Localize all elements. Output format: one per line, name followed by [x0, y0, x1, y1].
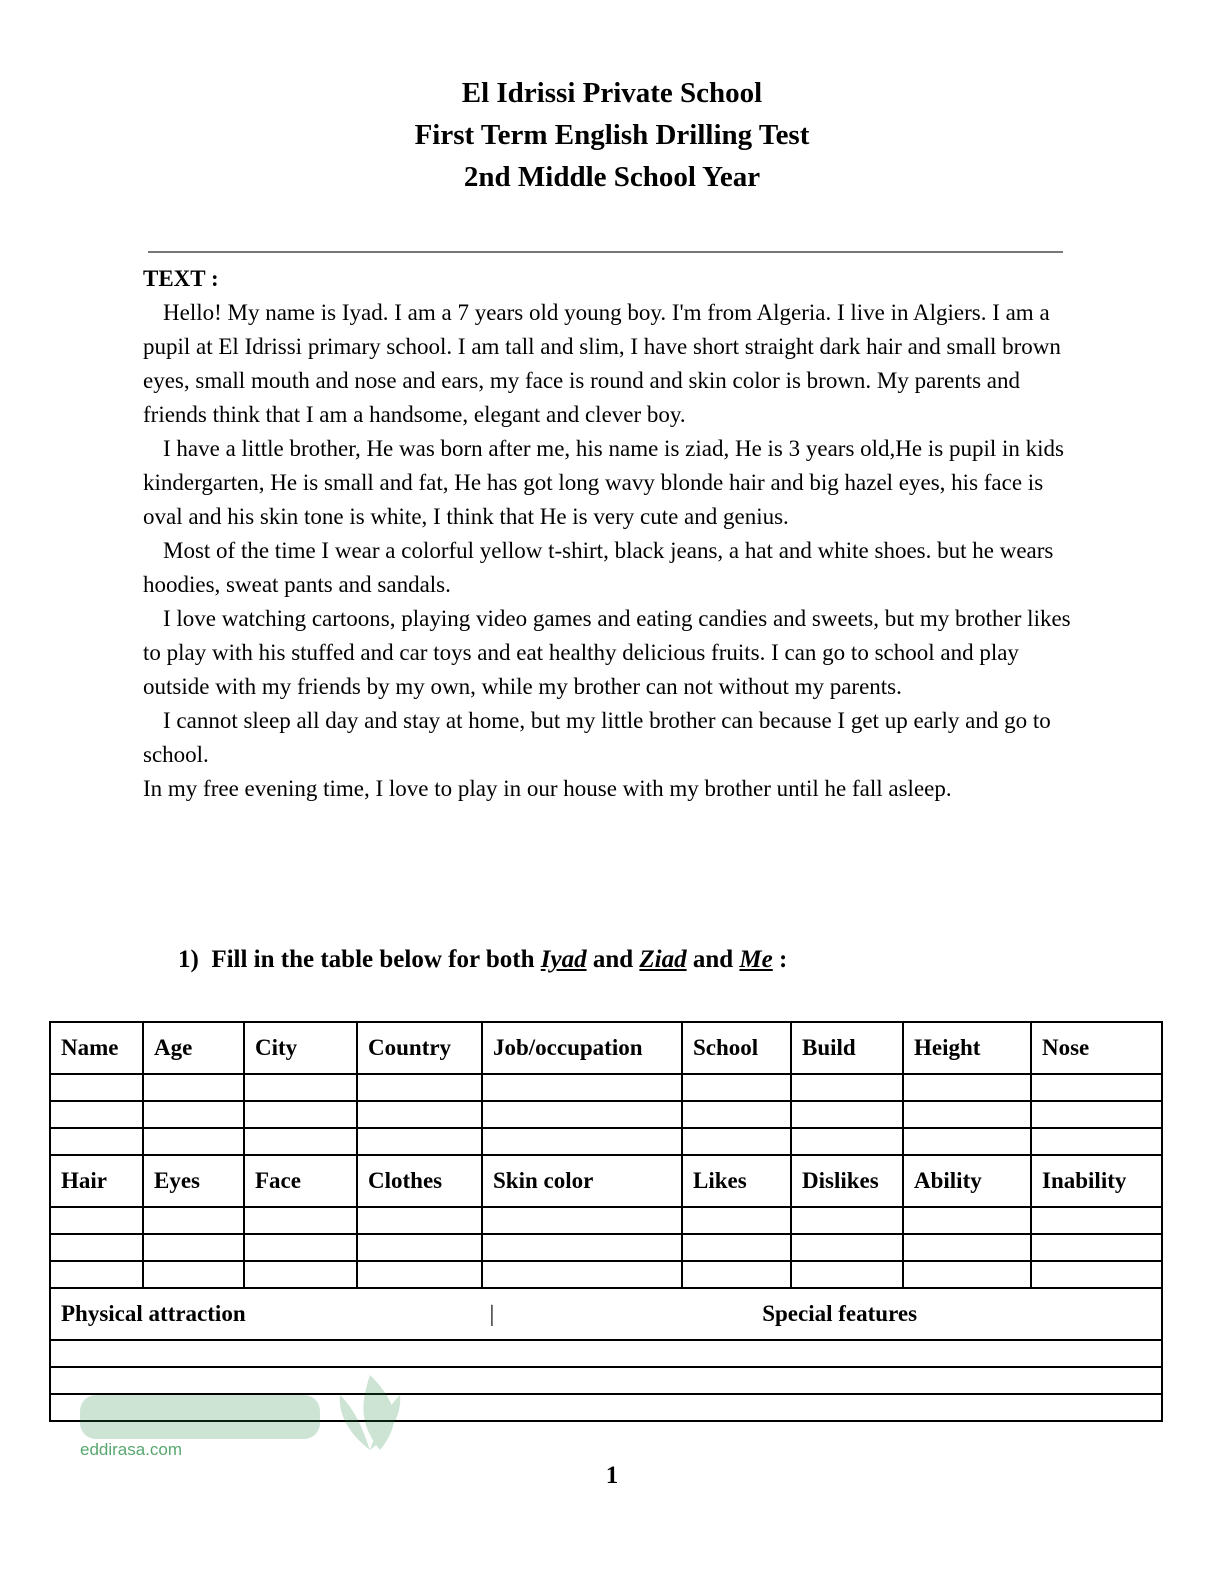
answer-cell[interactable] [682, 1101, 791, 1128]
answer-cell[interactable] [50, 1234, 143, 1261]
answer-cell[interactable] [1031, 1128, 1162, 1155]
answer-cell[interactable] [682, 1074, 791, 1101]
table-row [50, 1207, 1162, 1234]
answer-cell[interactable] [1031, 1261, 1162, 1288]
answer-cell[interactable] [1031, 1207, 1162, 1234]
table-header-row-physical [50, 1288, 1162, 1340]
answer-cell[interactable] [244, 1101, 357, 1128]
answer-cell[interactable] [50, 1074, 143, 1101]
text-paragraph: Hello! My name is Iyad. I am a 7 years old young boy. I'm from Algeria. I live in Algiers. I am a pupil at El Idrissi primary school. I am tall and slim, I have short straight dark hair and small brown eyes, small mouth and nose and ears, my face is round and skin color is brown. My parents and friends think that I am a handsome, elegant and clever boy. [143, 300, 1061, 427]
answer-cell[interactable] [791, 1074, 903, 1101]
text-paragraph: Most of the time I wear a colorful yellow t-shirt, black jeans, a hat and white shoes. but he wears hoodies, sweat pants and sandals. [143, 538, 1054, 597]
answer-cell[interactable] [143, 1261, 244, 1288]
reading-text [143, 262, 1073, 806]
text-paragraph: In my free evening time, I love to play in our house with my brother until he fall asleep. [143, 776, 952, 801]
answer-cell[interactable] [682, 1234, 791, 1261]
answer-cell[interactable] [791, 1261, 903, 1288]
answer-cell[interactable] [482, 1234, 682, 1261]
header-cell-face: Face [244, 1155, 357, 1207]
question-suffix: : [779, 946, 788, 973]
answer-cell[interactable] [482, 1128, 682, 1155]
header-divider [148, 251, 1063, 253]
table-row [50, 1261, 1162, 1288]
header-cell-country: Country [357, 1022, 482, 1074]
answer-cell[interactable] [482, 1074, 682, 1101]
answer-cell[interactable] [682, 1261, 791, 1288]
header-cell-likes: Likes [682, 1155, 791, 1207]
answer-cell[interactable] [482, 1101, 682, 1128]
header-cell-build: Build [791, 1022, 903, 1074]
text-heading: TEXT : [143, 266, 219, 291]
answer-cell[interactable] [357, 1207, 482, 1234]
header-cell-hair: Hair [50, 1155, 143, 1207]
text-paragraph: I love watching cartoons, playing video games and eating candies and sweets, but my brother likes to play with his stuffed and car toys and eat healthy delicious fruits. I can go to school and play outside with my friends by my own, while my brother can not without my parents. [143, 606, 1071, 699]
answer-cell[interactable] [50, 1128, 143, 1155]
answer-cell[interactable] [682, 1207, 791, 1234]
question-name-iyad: Iyad [540, 946, 587, 973]
answer-cell[interactable] [903, 1101, 1031, 1128]
question-name-ziad: Ziad [639, 946, 687, 973]
answer-cell[interactable] [143, 1101, 244, 1128]
header-cell-dislikes: Dislikes [791, 1155, 903, 1207]
table-row [50, 1340, 1162, 1367]
header-cell-job: Job/occupation [482, 1022, 682, 1074]
question-name-me: Me [739, 946, 773, 973]
column-separator: | [489, 1301, 495, 1326]
question-1 [178, 946, 787, 974]
answer-cell[interactable] [50, 1340, 1162, 1367]
table-row [50, 1101, 1162, 1128]
school-name: El Idrissi Private School [461, 77, 763, 109]
header-cell-skin-color: Skin color [482, 1155, 682, 1207]
answer-cell[interactable] [50, 1261, 143, 1288]
answer-cell[interactable] [50, 1101, 143, 1128]
answer-cell[interactable] [482, 1207, 682, 1234]
answer-cell[interactable] [143, 1128, 244, 1155]
header-cell-city: City [244, 1022, 357, 1074]
header-cell-ability: Ability [903, 1155, 1031, 1207]
answer-cell[interactable] [791, 1207, 903, 1234]
answer-cell[interactable] [357, 1074, 482, 1101]
answer-cell[interactable] [50, 1207, 143, 1234]
question-prefix: Fill in the table below for both [211, 946, 535, 973]
physical-features-header [50, 1288, 1162, 1340]
answer-cell[interactable] [791, 1101, 903, 1128]
answer-cell[interactable] [244, 1207, 357, 1234]
table-header-row [50, 1155, 1162, 1207]
answer-cell[interactable] [50, 1367, 1162, 1394]
question-and: and [692, 946, 734, 973]
watermark-url: eddirasa.com [80, 1440, 183, 1459]
answer-cell[interactable] [903, 1128, 1031, 1155]
document-header [0, 72, 1224, 198]
table-header-row [50, 1022, 1162, 1074]
answer-cell[interactable] [244, 1074, 357, 1101]
answer-cell[interactable] [903, 1074, 1031, 1101]
answer-cell[interactable] [357, 1261, 482, 1288]
answer-cell[interactable] [357, 1128, 482, 1155]
table-row [50, 1367, 1162, 1394]
test-title: First Term English Drilling Test [414, 119, 810, 151]
answer-cell[interactable] [357, 1234, 482, 1261]
header-cell-height: Height [903, 1022, 1031, 1074]
table-row [50, 1074, 1162, 1101]
school-year: 2nd Middle School Year [463, 161, 761, 193]
physical-attraction-label: Physical attraction [61, 1301, 246, 1326]
answer-cell[interactable] [143, 1207, 244, 1234]
answer-cell[interactable] [1031, 1234, 1162, 1261]
answer-cell[interactable] [682, 1128, 791, 1155]
answer-cell[interactable] [1031, 1101, 1162, 1128]
answer-cell[interactable] [244, 1261, 357, 1288]
header-cell-nose: Nose [1031, 1022, 1162, 1074]
text-paragraph: I cannot sleep all day and stay at home, but my little brother can because I get up early and go to school. [143, 708, 1051, 767]
question-and: and [592, 946, 634, 973]
fill-in-table [49, 1021, 1163, 1422]
table-row [50, 1394, 1162, 1421]
answer-cell[interactable] [791, 1128, 903, 1155]
answer-cell[interactable] [357, 1101, 482, 1128]
answer-cell[interactable] [903, 1207, 1031, 1234]
header-cell-inability: Inability [1031, 1155, 1162, 1207]
text-paragraph: I have a little brother, He was born after me, his name is ziad, He is 3 years old,He is pupil in kids kindergarten, He is small and fat, He has got long wavy blonde hair and big hazel eyes, his face is oval and his skin tone is white, I think that He is very cute and genius. [143, 436, 1064, 529]
answer-cell[interactable] [244, 1234, 357, 1261]
answer-cell[interactable] [482, 1261, 682, 1288]
special-features-label: Special features [762, 1301, 918, 1326]
header-cell-eyes: Eyes [143, 1155, 244, 1207]
answer-cell[interactable] [143, 1074, 244, 1101]
answer-cell[interactable] [791, 1234, 903, 1261]
answer-cell[interactable] [143, 1234, 244, 1261]
answer-cell[interactable] [903, 1234, 1031, 1261]
answer-cell[interactable] [903, 1261, 1031, 1288]
table-row [50, 1234, 1162, 1261]
header-cell-age: Age [143, 1022, 244, 1074]
page-number: 1 [605, 1462, 619, 1489]
header-cell-clothes: Clothes [357, 1155, 482, 1207]
table-row [50, 1128, 1162, 1155]
answer-cell[interactable] [1031, 1074, 1162, 1101]
header-cell-name: Name [50, 1022, 143, 1074]
question-number: 1) [178, 946, 199, 973]
answer-cell[interactable] [50, 1394, 1162, 1421]
answer-cell[interactable] [244, 1128, 357, 1155]
header-cell-school: School [682, 1022, 791, 1074]
